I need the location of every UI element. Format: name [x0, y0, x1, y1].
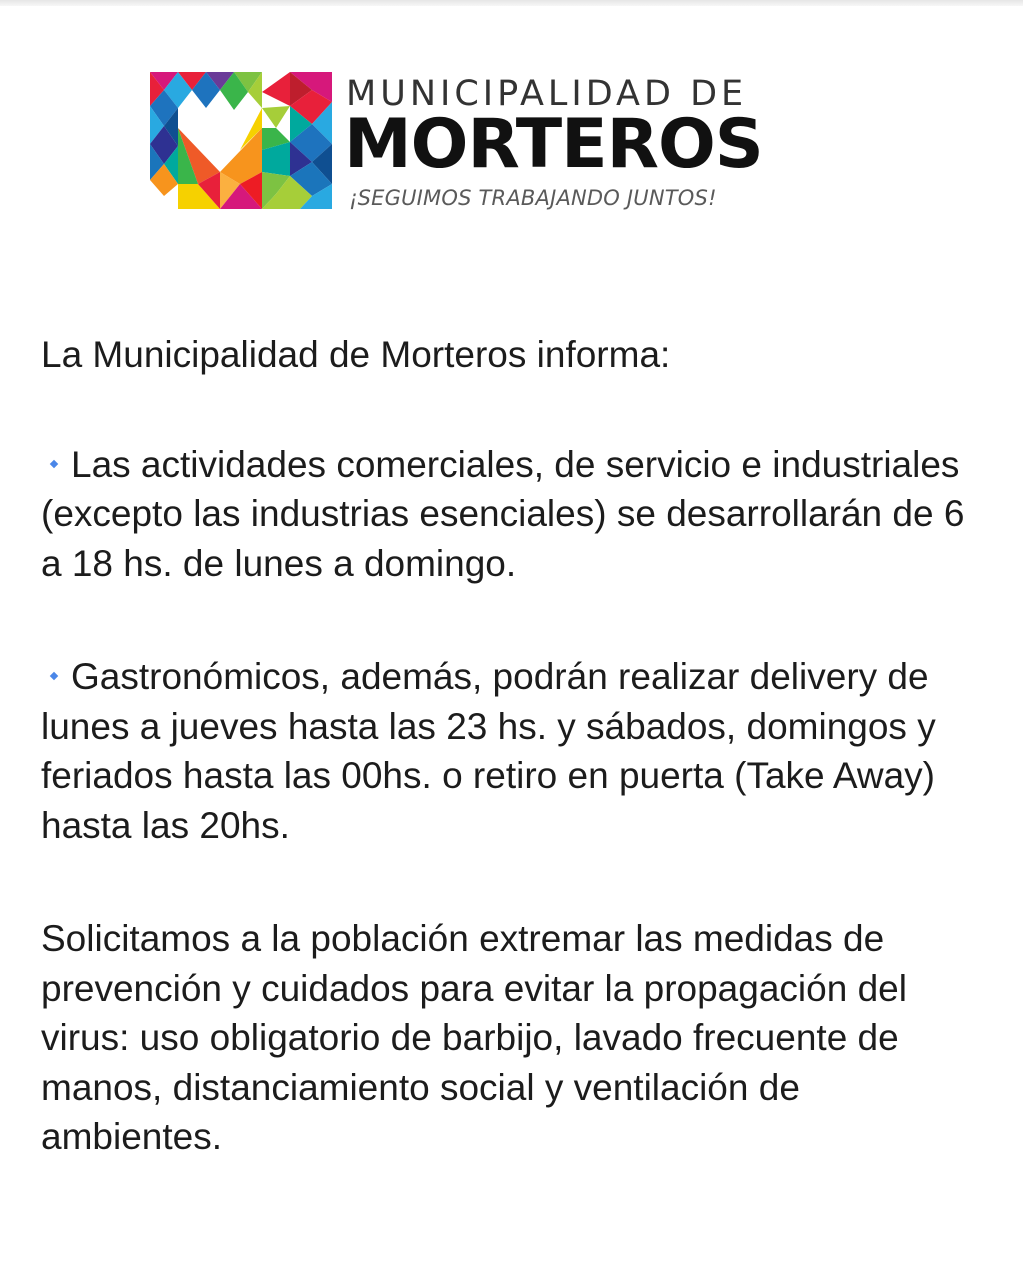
notice-body — [41, 330, 991, 1162]
notice-intro: La Municipalidad de Morteros informa: — [41, 334, 671, 375]
logo-slogan: ¡SEGUIMOS TRABAJANDO JUNTOS! — [349, 186, 717, 210]
notice-bullet-1 — [41, 440, 991, 589]
bullet-diamond-icon — [50, 672, 58, 680]
top-bar — [0, 0, 1023, 6]
notice-bullet-2 — [41, 652, 991, 850]
notice-closing: Solicitamos a la población extremar las medidas de prevención y cuidados para evitar la propagación del virus: uso obligatorio de barbijo, lavado frecuente de manos, distanciamiento social y ventilación de ambientes. — [41, 918, 907, 1157]
bullet-diamond-icon — [50, 459, 58, 467]
notice-bullet-2-text: Gastronómicos, además, podrán realizar delivery de lunes a jueves hasta las 23 hs. y sábados, domingos y feriados hasta las 00hs. o retiro en puerta (Take Away) hasta las 20hs. — [41, 656, 936, 846]
notice-bullet-1-text: Las actividades comerciales, de servicio e industriales (excepto las industrias esenciales) se desarrollarán de 6 a 18 hs. de lunes a domingo. — [41, 443, 965, 584]
logo-line-morteros: MORTEROS — [344, 105, 763, 184]
municipality-logo — [150, 72, 850, 212]
logo-m-mark-icon — [150, 72, 332, 209]
logo-line-municipalidad: MUNICIPALIDAD DE — [346, 74, 748, 114]
